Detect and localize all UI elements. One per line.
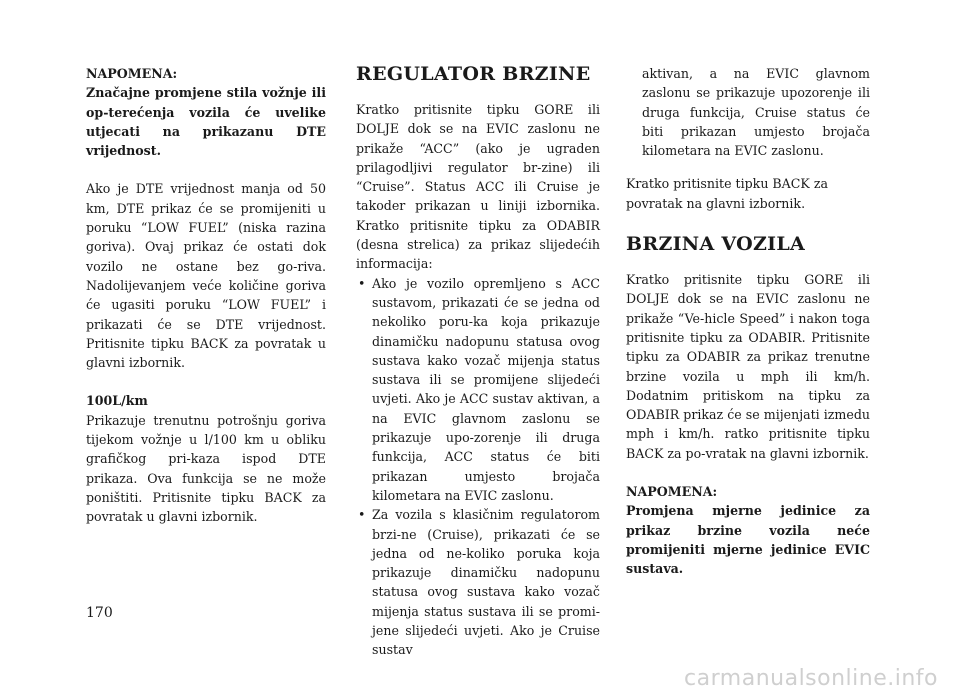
left-column	[86, 64, 326, 546]
page-number: 170	[86, 605, 113, 621]
fuel-consumption-subheading: 100L/km	[86, 393, 148, 409]
cruise-intro-paragraph: Kratko pritisnite tipku GORE ili DOLJE dok se na EVIC zaslonu ne prikaže “ACC” (ako je ugraden prilagodljivi regulator br-zine) ili “Cruise”. Status ACC ili Cruise je takoder prikazan u liniji izbornika. Kratko pritisnite tipku za ODABIR (desna strelica) za prikaz slijedećih informacija:	[356, 102, 600, 272]
fuel-consumption-paragraph: Prikazuje trenutnu potrošnju goriva tijekom vožnje u l/100 km u obliku grafičkog pri-kaza ispod DTE prikaza. Ova funkcija se ne može poništiti. Pritisnite tipku BACK za povratak u glavni izbornik.	[86, 412, 326, 525]
list-item	[356, 505, 600, 659]
middle-column	[356, 62, 600, 660]
watermark: carmanualsonline.info	[684, 666, 938, 691]
vehicle-speed-title: BRZINA VOZILA	[626, 233, 806, 256]
low-fuel-paragraph: Ako je DTE vrijednost manja od 50 km, DTE prikaz će se promijeniti u poruku “LOW FUEL” (niska razina goriva). Ovaj prikaz će ostati dok vozilo ne ostane bez go-riva. Nadolijevanjem veće količine goriva će ugasiti poruku “LOW FUEL” i prikazati će se DTE vrijednost. Pritisnite tipku BACK za povratak u glavni izbornik.	[86, 181, 326, 371]
back-instruction: Kratko pritisnite tipku BACK za povratak na glavni izbornik.	[626, 176, 828, 211]
cruise-control-title: REGULATOR BRZINE	[356, 63, 591, 85]
list-item	[356, 274, 600, 506]
note-heading: NAPOMENA:	[626, 484, 718, 500]
vehicle-speed-paragraph: Kratko pritisnite tipku GORE ili DOLJE dok se na EVIC zaslonu ne prikaže “Ve-hicle Speed” i nakon toga pritisnite tipku za ODABIR. Pritisnite tipku za ODABIR za prikaz trenutne brzine vozila u mph ili km/h. Dodatnim pritiskom na tipku za ODABIR prikaz će se mijenjati izmedu mph i km/h. ratko pritisnite tipku BACK za po-vratak na glavni izbornik.	[626, 272, 870, 461]
bullet-icon: •	[358, 275, 366, 291]
right-column	[626, 64, 870, 579]
cruise-bullet-list	[356, 274, 600, 660]
bullet-continued-text: aktivan, a na EVIC glavnom zaslonu se prikazuje upozorenje ili druga funkcija, Cruise status će biti prikazan umjesto brojača kilometara na EVIC zaslonu.	[642, 66, 870, 159]
note-heading: NAPOMENA:	[86, 66, 178, 81]
bullet-text: Ako je vozilo opremljeno s ACC sustavom, prikazati će se jedna od nekoliko poru-ka koja prikazuje dinamičku nadopunu statusa ovog sustava kako vozač mijenja status sustava ili se promijene slijedeći uvjeti. Ako je ACC sustav aktivan, a na EVIC glavnom zaslonu se prikazuje upo-zorenje ili druga funkcija, ACC status će biti prikazan umjesto brojača kilometara na EVIC zaslonu.	[372, 275, 600, 503]
bullet-text: Za vozila s klasičnim regulatorom brzi-ne (Cruise), prikazati će se jedna od ne-koliko poruka koja prikazuje dinamičku nadopunu statusa ovog sustava kako vozač mijenja status sustava ili se promi-jene slijedeći uvjeti. Ako je Cruise sustav	[372, 507, 600, 658]
note-text: Promjena mjerne jedinice za prikaz brzine vozila neće promijeniti mjerne jedinice EVIC sustava.	[626, 503, 870, 577]
bullet-icon: •	[358, 507, 366, 523]
note-text: Značajne promjene stila vožnje ili op-terećenja vozila će uvelike utjecati na prikazanu DTE vrijednost.	[86, 85, 326, 159]
